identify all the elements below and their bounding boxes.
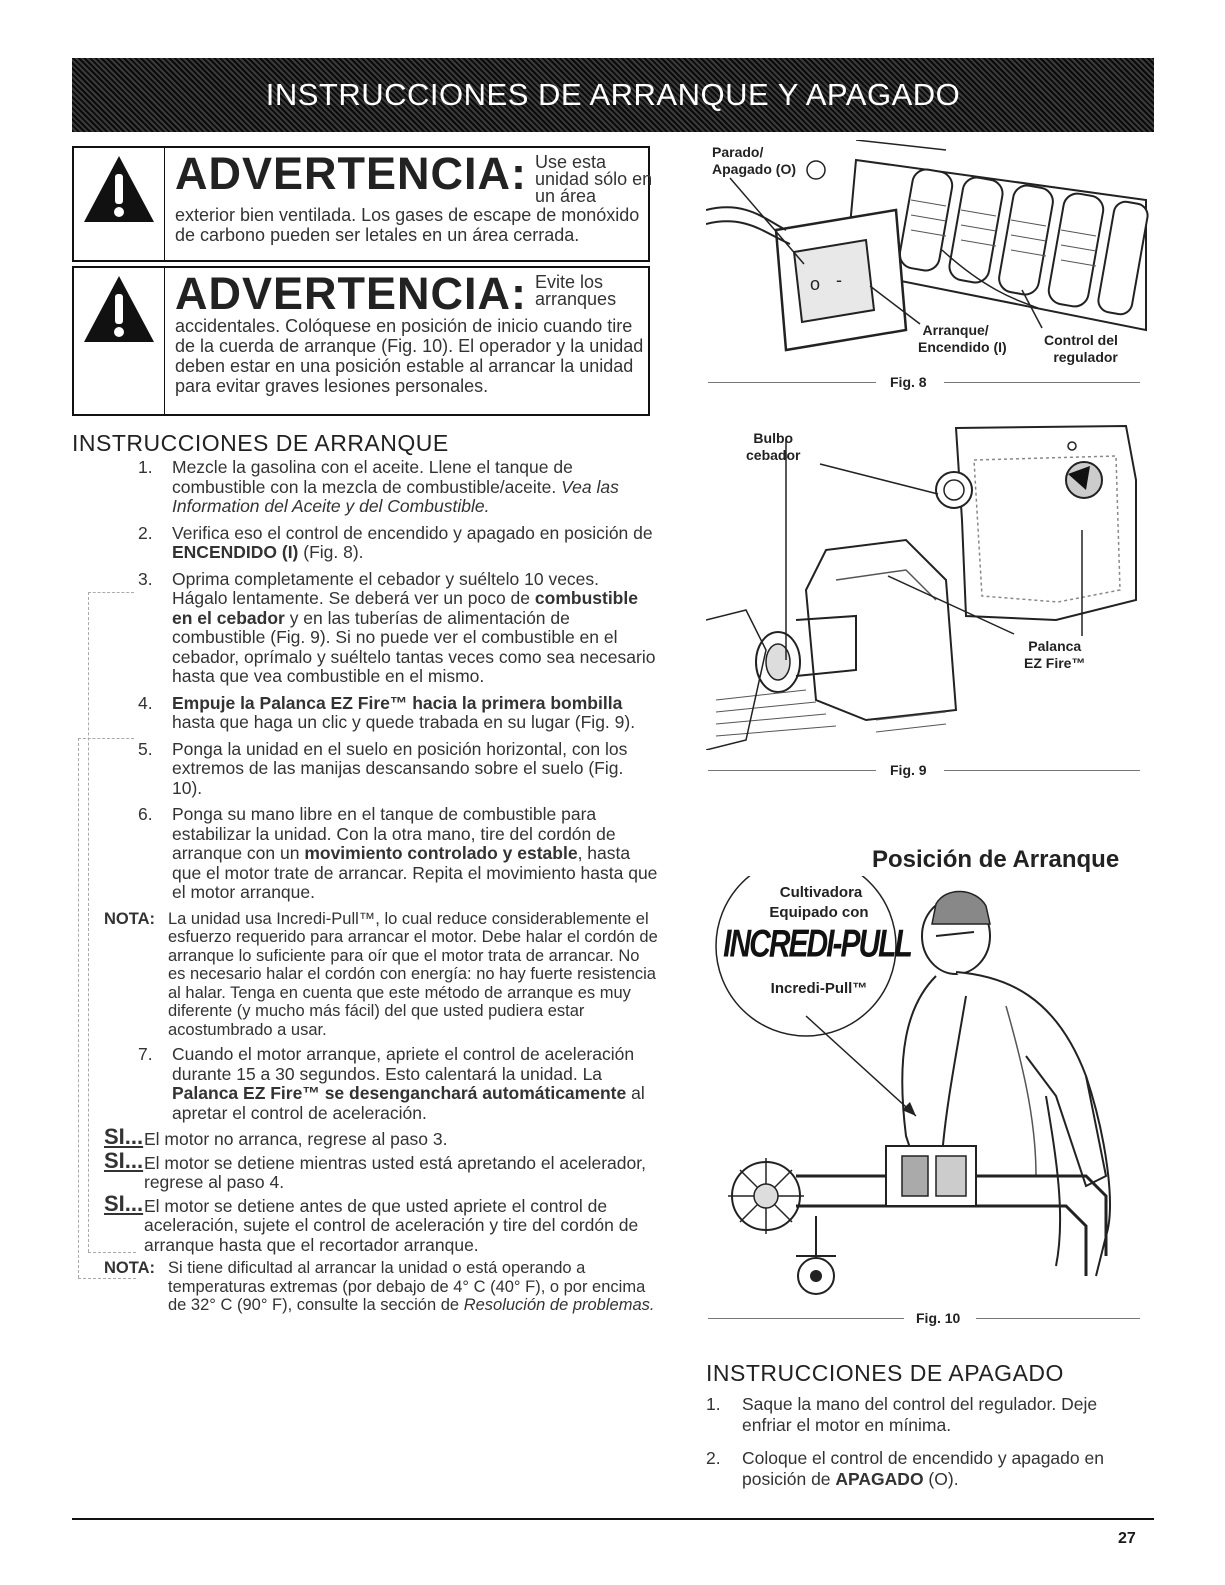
fig10-badge bbox=[724, 884, 914, 1016]
step-text: , hasta que el motor trate de arrancar. Repita el movimiento hasta que el motor arranque. bbox=[172, 843, 658, 902]
step-text-bold: APAGADO bbox=[835, 1469, 924, 1489]
stop-instructions-heading: INSTRUCCIONES DE APAGADO bbox=[706, 1360, 1064, 1386]
warning-text bbox=[165, 148, 665, 260]
fig10-caption-rule-left bbox=[708, 1318, 904, 1319]
step-text: Ponga su mano libre en el tanque de combustible para estabilizar la unidad. Con la otra mano, tire del cordón de arranque con un bbox=[172, 804, 616, 863]
step-text: Verifica eso el control de encendido y apagado en posición de bbox=[172, 522, 653, 543]
note-text: Si tiene dificultad al arrancar la unidad o está operando a temperaturas extremas (por debajo de 4° C (40° F), o por encima de 32° C (90° F), consulte la sección de bbox=[168, 1259, 646, 1314]
step-text: Saque la mano del control del regulador. Deje enfriar el motor en mínima. bbox=[742, 1394, 1098, 1435]
warning-lead: Use esta unidad sólo en un área bbox=[535, 152, 653, 206]
step-number: 2. bbox=[138, 522, 153, 543]
step-3 bbox=[138, 570, 658, 687]
step-number: 2. bbox=[706, 1448, 721, 1468]
si-item-3 bbox=[104, 1190, 658, 1256]
fig10-caption: Fig. 10 bbox=[916, 1310, 961, 1326]
start-steps-list bbox=[104, 457, 658, 1321]
fig9-label-lever bbox=[1024, 638, 1085, 672]
si-item-2 bbox=[104, 1147, 658, 1193]
step-text: al apretar el control de aceleración. bbox=[172, 1083, 645, 1123]
note-text: La unidad usa Incredi-Pull™, lo cual reduce considerablemente el esfuerzo requerido para arrancar el motor. Debe halar el cordón de arranque lo suficiente para oír que el motor trata de arrancar. No es necesario halar el cordón con energía: no hay fuerte resistencia al halar. Tenga en cuenta que este método de arranque es muy diferente (y mucho más fácil) del que usted pudiera estar acostumbrado a usar. bbox=[168, 909, 658, 1039]
fig9-caption: Fig. 9 bbox=[890, 762, 927, 778]
fig9-label-bulb-line1: Bulbo bbox=[753, 430, 794, 446]
fig9-label-bulb bbox=[746, 430, 800, 464]
step-number: 6. bbox=[138, 804, 153, 824]
step-text: Oprima completamente el cebador y suéltelo 10 veces. Hágalo lentamente. Se deberá ver un poco de bbox=[172, 568, 600, 608]
step-7 bbox=[138, 1045, 658, 1123]
si-label: SI... bbox=[104, 1190, 144, 1216]
note-text-italic: Resolución de problemas. bbox=[463, 1296, 655, 1314]
warning-lead: Evite los arranques bbox=[535, 272, 617, 309]
fig10-badge-line2: Equipado con bbox=[769, 904, 869, 921]
banner-title: INSTRUCCIONES DE ARRANQUE Y APAGADO bbox=[265, 77, 961, 112]
fig9-label-lever-line1: Palanca bbox=[1028, 638, 1082, 654]
start-instructions-heading: INSTRUCCIONES DE ARRANQUE bbox=[72, 430, 449, 456]
svg-text:-: - bbox=[836, 270, 842, 290]
fig9-label-bulb-line2: cebador bbox=[746, 447, 801, 463]
warning-body: exterior bien ventilada. Los gases de escape de monóxido de carbono pueden ser letales en un área cerrada. bbox=[175, 205, 640, 245]
fig8-label-off bbox=[712, 144, 796, 178]
warning-icon-cell bbox=[74, 148, 165, 260]
fig10-badge-line1: Cultivadora bbox=[779, 884, 863, 901]
si-label: SI... bbox=[104, 1147, 144, 1173]
fig10-caption-rule-right bbox=[976, 1318, 1140, 1319]
fig9-caption-rule-right bbox=[944, 770, 1140, 771]
stop-step-1 bbox=[706, 1394, 1146, 1436]
si-text: El motor se detiene antes de que usted apriete el control de aceleración, sujete el control de aceleración y tire del cordón de arranque hasta que el recortador arranque. bbox=[144, 1195, 639, 1255]
fig8-label-on-line1: Arranque/ bbox=[922, 322, 989, 338]
warning-heading: ADVERTENCIA: bbox=[175, 148, 528, 199]
warning-body: accidentales. Colóquese en posición de inicio cuando tire de la cuerda de arranque (Fig. 10). El operador y la unidad deben estar en una posición estable al arrancar la unidad para evitar graves lesiones personales. bbox=[175, 316, 644, 396]
fig8-label-on bbox=[918, 322, 1007, 356]
note-temperature bbox=[104, 1259, 658, 1315]
fig10-badge-logo: INCREDI-PULL bbox=[723, 922, 911, 966]
step-2 bbox=[138, 524, 658, 563]
page-number: 27 bbox=[1118, 1530, 1136, 1547]
leader-line-step4-top bbox=[78, 738, 134, 739]
si-label: SI... bbox=[104, 1124, 144, 1149]
fig8-label-throttle-line1: Control del bbox=[1044, 332, 1118, 348]
note-incredi-pull bbox=[104, 910, 658, 1040]
step-text: Ponga la unidad en el suelo en posición horizontal, con los extremos de las manijas descansando sobre el suelo (Fig. 10). bbox=[172, 738, 628, 798]
step-text-bold: Palanca EZ Fire™ se desenganchará automáticamente bbox=[172, 1083, 627, 1103]
step-text-italic: Vea las Information del Aceite y del Combustible. bbox=[172, 476, 619, 516]
fig8-label-throttle-line2: regulador bbox=[1053, 349, 1118, 365]
fig8-label-on-line2: Encendido (I) bbox=[918, 339, 1007, 355]
step-text: Coloque el control de encendido y apagado en posición de bbox=[742, 1448, 1104, 1489]
step-text: Cuando el motor arranque, apriete el control de aceleración durante 15 a 30 segundos. Esto calentará la unidad. La bbox=[172, 1044, 635, 1084]
stop-step-2 bbox=[706, 1448, 1146, 1490]
warning-icon-cell bbox=[74, 268, 165, 414]
fig10-badge-line3: Incredi-Pull™ bbox=[770, 980, 868, 997]
warning-text bbox=[165, 268, 655, 414]
step-text: Mezcle la gasolina con el aceite. Llene el tanque de combustible con la mezcla de combustible/aceite. bbox=[172, 457, 573, 497]
fig8-label-off-line2: Apagado (O) bbox=[712, 161, 796, 177]
warning-triangle-icon bbox=[82, 154, 156, 224]
si-text: El motor no arranca, regrese al paso 3. bbox=[144, 1129, 448, 1149]
fig8-caption-rule-left bbox=[708, 382, 876, 383]
si-text: El motor se detiene mientras usted está apretando el acelerador, regrese al paso 4. bbox=[144, 1152, 646, 1192]
leader-line-step3-top bbox=[88, 592, 134, 593]
warning-box-ventilation bbox=[72, 146, 653, 262]
step-text: (Fig. 8). bbox=[298, 542, 364, 562]
step-number: 3. bbox=[138, 568, 153, 589]
fig9-primer-illustration bbox=[706, 420, 1154, 750]
warning-triangle-icon bbox=[82, 274, 156, 344]
step-text-bold: ENCENDIDO (I) bbox=[172, 542, 299, 562]
footer-rule bbox=[72, 1518, 1154, 1520]
note-label: NOTA: bbox=[104, 1259, 156, 1277]
fig8-label-throttle bbox=[1044, 332, 1118, 366]
warning-heading: ADVERTENCIA: bbox=[175, 268, 528, 319]
step-text-bold: movimiento controlado y estable bbox=[304, 843, 578, 863]
page-banner bbox=[72, 58, 1154, 132]
step-number: 1. bbox=[706, 1394, 721, 1414]
step-1 bbox=[138, 458, 658, 517]
stop-steps-list bbox=[706, 1394, 1146, 1502]
svg-text:o: o bbox=[810, 274, 821, 294]
leader-line-step4 bbox=[78, 738, 79, 1278]
si-item-1 bbox=[104, 1124, 658, 1150]
step-text: hasta que haga un clic y quede trabada en su lugar (Fig. 9). bbox=[172, 712, 636, 732]
warning-box-accidental-start bbox=[72, 266, 650, 416]
note-label: NOTA: bbox=[104, 909, 156, 928]
step-text: y en las tuberías de alimentación de combustible (Fig. 9). Si no puede ver el combustible en el cebador, oprímalo y suéltelo tantas veces como sea necesario hasta que vea combustible en el mismo. bbox=[172, 607, 656, 686]
fig9-label-lever-line2: EZ Fire™ bbox=[1024, 655, 1086, 671]
step-6 bbox=[138, 805, 658, 903]
fig9-caption-rule-left bbox=[708, 770, 876, 771]
fig10-title: Posición de Arranque bbox=[872, 846, 1120, 873]
step-number: 7. bbox=[138, 1044, 153, 1064]
step-5 bbox=[138, 740, 658, 799]
step-text: (O). bbox=[923, 1469, 959, 1489]
step-text-bold: Empuje la Palanca EZ Fire™ hacia la primera bombilla bbox=[172, 692, 623, 713]
fig8-label-off-line1: Parado/ bbox=[712, 144, 764, 160]
step-number: 1. bbox=[138, 457, 153, 477]
step-number: 4. bbox=[138, 692, 153, 713]
leader-line-step3 bbox=[88, 592, 89, 1252]
step-4 bbox=[138, 694, 658, 733]
fig8-caption: Fig. 8 bbox=[890, 374, 927, 390]
fig8-caption-rule-right bbox=[944, 382, 1140, 383]
step-text-bold: combustible en el cebador bbox=[172, 588, 638, 628]
step-number: 5. bbox=[138, 738, 153, 759]
